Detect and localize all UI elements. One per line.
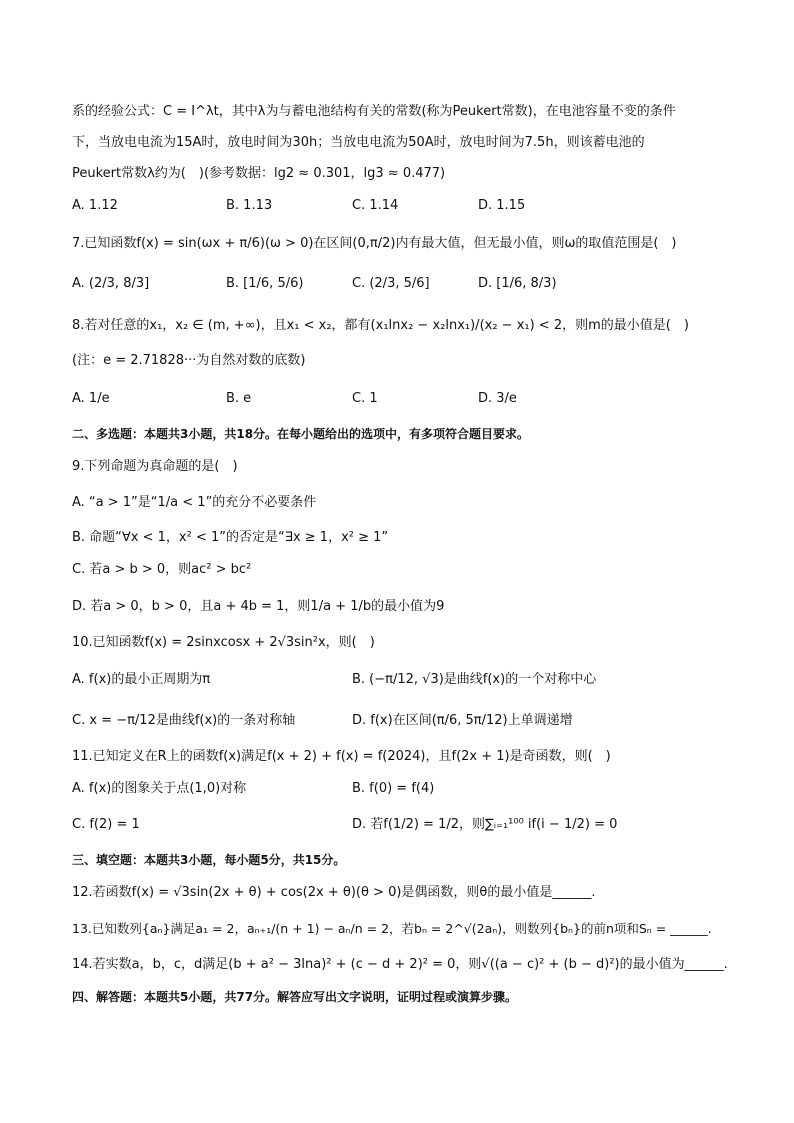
section-3-heading: 三、填空题：本题共3小题，每小题5分，共15分。 [72,853,346,867]
q10-option-c: C. x = −π/12是曲线f(x)的一条对称轴 [72,713,296,728]
q8-option-d: D. 3/e [478,391,517,406]
q11-option-a: A. f(x)的图象关于点(1,0)对称 [72,781,247,796]
q7-stem: 7.已知函数f(x) = sin(ωx + π/6)(ω > 0)在区间(0,π/2)内有最大值，但无最小值，则ω的取值范围是( ) [72,236,677,251]
q10-option-b: B. (−π/12, √3)是曲线f(x)的一个对称中心 [352,672,597,687]
q11-option-b: B. f(0) = f(4) [352,781,435,796]
q6-stem-line-3: Peukert常数λ约为( )(参考数据：lg2 ≈ 0.301，lg3 ≈ 0.477) [72,166,446,181]
q7-option-b: B. [1/6, 5/6) [226,276,304,291]
q9-option-b: B. 命题“∀x < 1，x² < 1”的否定是“∃x ≥ 1，x² ≥ 1” [72,530,389,545]
q9-stem: 9.下列命题为真命题的是( ) [72,459,238,474]
q9-option-a: A. “a > 1”是“1/a < 1”的充分不必要条件 [72,495,317,510]
q11-stem: 11.已知定义在R上的函数f(x)满足f(x + 2) + f(x) = f(2024)，且f(2x + 1)是奇函数，则( ) [72,749,611,764]
q13-stem: 13.已知数列{aₙ}满足a₁ = 2，aₙ₊₁/(n + 1) − aₙ/n = 2，若bₙ = 2^√(2aₙ)，则数列{bₙ}的前n项和Sₙ = ______. [72,921,712,936]
q8-option-c: C. 1 [352,391,378,406]
q7-option-c: C. (2/3, 5/6] [352,276,430,291]
q6-option-b: B. 1.13 [226,198,273,213]
q6-option-d: D. 1.15 [478,198,526,213]
q8-option-a: A. 1/e [72,391,110,406]
q8-stem: 8.若对任意的x₁，x₂ ∈ (m, +∞)，且x₁ < x₂，都有(x₁lnx₂ − x₂lnx₁)/(x₂ − x₁) < 2，则m的最小值是( ) [72,318,689,333]
q6-option-c: C. 1.14 [352,198,399,213]
q10-stem: 10.已知函数f(x) = 2sinxcosx + 2√3sin²x，则( ) [72,635,375,650]
q8-option-b: B. e [226,391,252,406]
q6-stem-line-1: 系的经验公式：C = I^λt，其中λ为与蓄电池结构有关的常数(称为Peukert常数)，在电池容量不变的条件 [72,104,676,119]
q11-option-c: C. f(2) = 1 [72,817,140,832]
q10-option-a: A. f(x)的最小正周期为π [72,672,211,687]
q7-option-a: A. (2/3, 8/3] [72,276,150,291]
q9-option-c: C. 若a > b > 0，则ac² > bc² [72,562,252,577]
section-4-heading: 四、解答题：本题共5小题，共77分。解答应写出文字说明，证明过程或演算步骤。 [72,990,518,1004]
q6-option-a: A. 1.12 [72,198,118,213]
q6-stem-line-2: 下，当放电电流为15A时，放电时间为30h；当放电电流为50A时，放电时间为7.5h，则该蓄电池的 [72,135,645,150]
q10-option-d: D. f(x)在区间(π/6, 5π/12)上单调递增 [352,713,573,728]
q14-stem: 14.若实数a，b，c，d满足(b + a² − 3lna)² + (c − d + 2)² = 0，则√((a − c)² + (b − d)²)的最小值为______. [72,957,728,972]
q9-option-d: D. 若a > 0，b > 0，且a + 4b = 1，则1/a + 1/b的最小值为9 [72,599,445,614]
q11-option-d: D. 若f(1/2) = 1/2，则∑ᵢ₌₁¹⁰⁰ if(i − 1/2) = 0 [352,817,618,832]
q7-option-d: D. [1/6, 8/3) [478,276,557,291]
section-2-heading: 二、多选题：本题共3小题，共18分。在每小题给出的选项中，有多项符合题目要求。 [72,427,530,441]
q8-note: (注：e = 2.71828···为自然对数的底数) [72,353,306,368]
q12-stem: 12.若函数f(x) = √3sin(2x + θ) + cos(2x + θ)(θ > 0)是偶函数，则θ的最小值是______. [72,885,596,900]
